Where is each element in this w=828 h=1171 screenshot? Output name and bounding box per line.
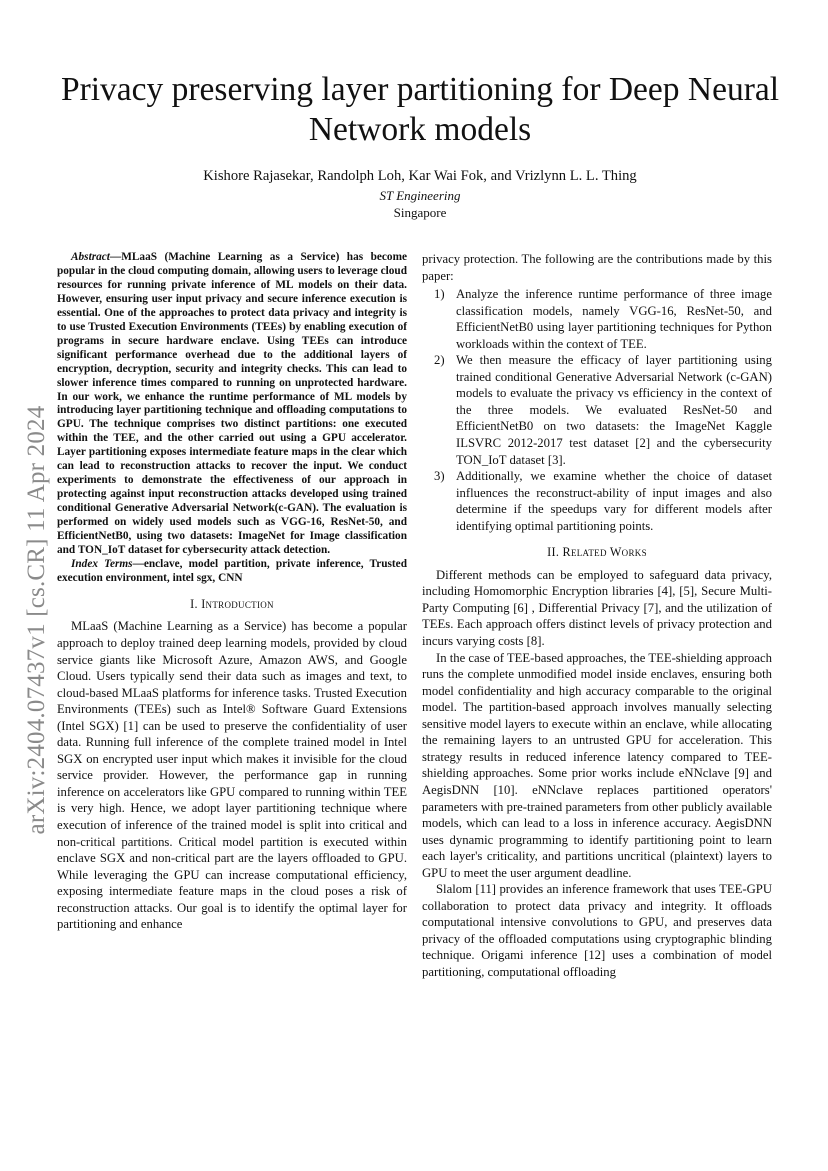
abstract bbox=[57, 251, 407, 558]
affiliation-location: Singapore bbox=[393, 205, 447, 220]
abstract-label: Abstract bbox=[71, 251, 110, 263]
list-item-number: 1) bbox=[434, 287, 445, 302]
author-list: Kishore Rajasekar, Randolph Loh, Kar Wai Fok, and Vrizlynn L. L. Thing bbox=[203, 168, 637, 184]
list-item-number: 2) bbox=[434, 353, 445, 368]
index-terms-label: Index Terms bbox=[71, 557, 133, 570]
index-terms-text: —enclave, model partition, private inference, Trusted execution environment, intel sgx, CNN bbox=[57, 557, 407, 584]
list-item bbox=[422, 352, 772, 468]
list-item bbox=[422, 286, 772, 352]
affiliation: ST Engineering bbox=[379, 188, 461, 203]
related-paragraph-2: In the case of TEE-based approaches, the TEE-shielding approach runs the complete unmodified model inside enclaves, ensuring both model confidentiality and high accuracy comparable to the original model. The partition-based approach involves manually selecting sensitive model layers to execute within an enclave, while allocating the remaining layers to an untrusted GPU for acceleration. This strategy results in reduced inference latency compared to TEE-shielding approaches. Some prior works include eNNclave [9] and AegisDNN [10]. eNNclave replaces partitioned operators' parameters with pre-trained parameters from other publicly available models, which can lead to a loss in inference accuracy. AegisDNN uses dynamic programming to identify partitioning point to learn each layer's criticality, and partitions uncritical (plaintext) layers to GPU to meet the user argument deadline. bbox=[422, 650, 772, 880]
list-item-number: 3) bbox=[434, 469, 445, 484]
right-column bbox=[422, 251, 772, 981]
list-item-text: Additionally, we examine whether the choice of dataset influences the reconstruct-ability of input images and also determine if the speedups vary for different models after identifying optimal partitioning points. bbox=[456, 469, 772, 533]
intro-paragraph-1-continued: privacy protection. The following are the contributions made by this paper: bbox=[422, 252, 772, 283]
section-heading-related-works: II. Related Works bbox=[547, 545, 647, 560]
contribution-list bbox=[422, 286, 772, 534]
section-heading-introduction: I. Introduction bbox=[190, 596, 274, 611]
related-paragraph-3: Slalom [11] provides an inference framework that uses TEE-GPU collaboration to protect data privacy and integrity. It offloads computational intensive convolutions to GPU, and preserves data privacy of the offloaded computations using cryptographic blinding technique. Origami inference [12] uses a combination of model partitioning, computational offloading bbox=[422, 882, 772, 979]
list-item-text: We then measure the efficacy of layer partitioning using trained conditional Generative Adversarial Network (c-GAN) models to evaluate the privacy vs efficiency in the context of the three models. We evaluated ResNet-50 and EfficientNetB0 on two datasets: the ImageNet Kaggle ILSVRC 2012-2017 test dataset [2] and the cybersecurity TON_IoT dataset [3]. bbox=[456, 353, 772, 467]
related-paragraph-1: Different methods can be employed to safeguard data privacy, including Homomorphic Encryption libraries [4], [5], Secure Multi-Party Computing [6] , Differential Privacy [7], and the utilization of TEEs. Each approach offers distinct levels of privacy protection and incurs varying costs [8]. bbox=[422, 567, 772, 649]
abstract-text: —MLaaS (Machine Learning as a Service) has become popular in the cloud computing domain, allowing users to leverage cloud resources for running private inference of ML models on their data. However, ensuring user input privacy and secure inference execution is essential. One of the approaches to protect data privacy and integrity is to use Trusted Execution Environments (TEEs) by enabling execution of programs in secure hardware enclave. Using TEEs can introduce significant performance overhead due to the additional layers of encryption, decryption, security and integrity checks. This can lead to slower inference times compared to running on unprotected hardware. In our work, we enhance the runtime performance of ML models by introducing layer partitioning technique and offloading computations to GPU. The technique comprises two distinct partitions: one executed within the TEE, and the other carried out using a GPU accelerator. Layer partitioning exposes intermediate feature maps in the clear which can lead to reconstruction attacks to recover the input. We conduct experiments to demonstrate the effectiveness of our approach in protecting against input reconstruction attacks developed using trained conditional Generative Adversarial Network(c-GAN). The evaluation is performed on widely used models such as VGG-16, ResNet-50, and EfficientNetB0, using two datasets: ImageNet for Image classification and TON_IoT dataset for cybersecurity attack detection. bbox=[57, 251, 407, 557]
list-item-text: Analyze the inference runtime performance of three image classification models, namely VGG-16, ResNet-50, and EfficientNetB0 using layer partitioning techniques for Python workloads within the context of TEE. bbox=[456, 287, 772, 351]
left-column bbox=[57, 251, 407, 933]
list-item bbox=[422, 468, 772, 534]
arxiv-id-text: arXiv:2404.07437v1 [cs.CR] 11 Apr 2024 bbox=[23, 405, 50, 835]
arxiv-sidebar-stamp bbox=[22, 360, 52, 880]
paper-title: Privacy preserving layer partitioning for Deep Neural Network models bbox=[60, 71, 780, 148]
intro-paragraph-1: MLaaS (Machine Learning as a Service) has become a popular approach to deploy trained deep learning models, provided by cloud service giants like Microsoft Azure, Amazon AWS, and Google Cloud. Users typically send their data such as images and text, to cloud-based MLaaS platforms for inference tasks. Trusted Execution Environments (TEEs) such as Intel® Software Guard Extensions (Intel SGX) [1] can be used to preserve the confidentiality of user data. Running full inference of the complete trained model in Intel SGX on encrypted user input which makes it invisible for the cloud service provider. However, the performance gap in running inference on accelerators like GPU compared to running within TEE is very high. Hence, we adopt layer partitioning technique where execution of inference of the trained model is split into critical and non-critical partitions. Critical model partition is executed within enclave SGX and non-critical part are the layers offloaded to GPU. While leveraging the GPU can increase computational efficiency, exposing intermediate feature maps in the cloud poses a risk of reconstruction attacks. Our goal is to identify the optimal layer for partitioning and enhance bbox=[57, 619, 407, 932]
index-terms bbox=[57, 558, 407, 586]
